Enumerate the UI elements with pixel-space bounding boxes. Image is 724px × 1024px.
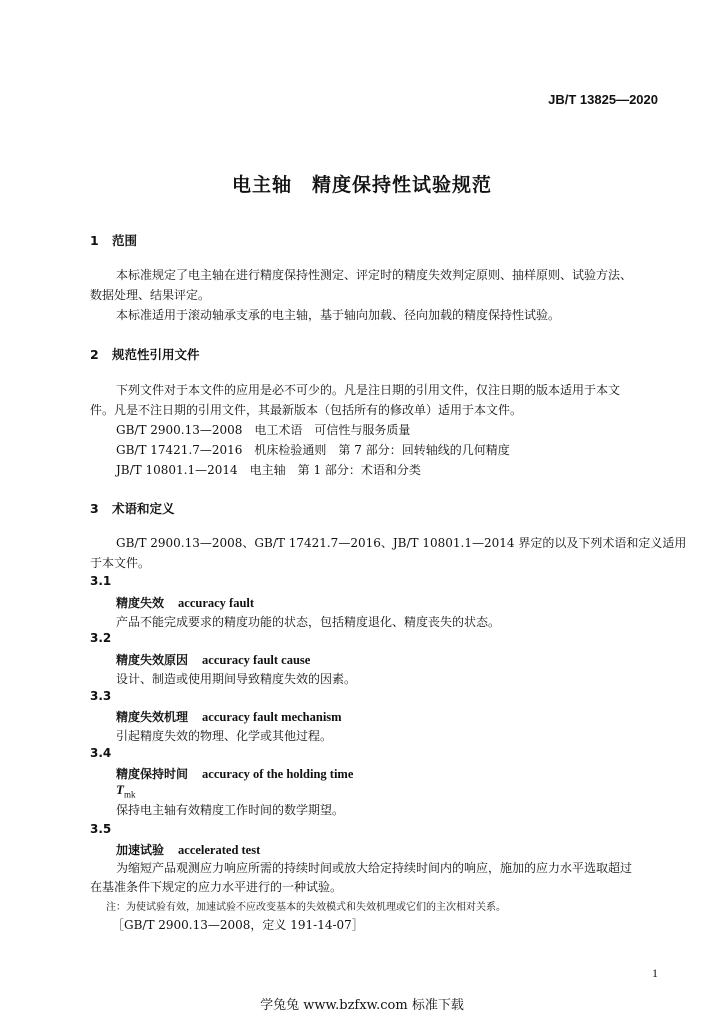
term-symbol: $T_{mk}$ xyxy=(116,782,136,800)
reference-item: GB/T 2900.13—2008 电工术语 可信性与服务质量 xyxy=(116,423,411,437)
paragraph: 件。凡是不注日期的引用文件，其最新版本（包括所有的修改单）适用于本文件。 xyxy=(90,403,523,417)
section-title: 术语和定义 xyxy=(112,501,175,516)
term-zh: 加速试验 xyxy=(116,843,165,857)
source-reference: ［GB/T 2900.13—2008，定义 191-14-07］ xyxy=(112,918,364,932)
term-definition: 在基准条件下规定的应力水平进行的一种试验。 xyxy=(90,880,343,894)
term-definition: 设计、制造或使用期间导致精度失效的因素。 xyxy=(116,672,357,686)
page-number: 1 xyxy=(652,966,658,980)
term-number: 3.3 xyxy=(90,689,112,703)
paragraph: 本标准规定了电主轴在进行精度保持性测定、评定时的精度失效判定原则、抽样原则、试验方法、 xyxy=(116,268,633,282)
section-number: 2 xyxy=(90,347,99,362)
section-number: 3 xyxy=(90,501,99,516)
section-number: 1 xyxy=(90,233,99,248)
term-definition: 产品不能完成要求的精度功能的状态，包括精度退化、精度丧失的状态。 xyxy=(116,615,501,629)
term-zh: 精度失效机理 xyxy=(116,710,189,724)
term-definition: 引起精度失效的物理、化学或其他过程。 xyxy=(116,729,333,743)
paragraph: 数据处理、结果评定。 xyxy=(90,288,211,302)
term-heading xyxy=(116,651,310,668)
term-heading xyxy=(116,594,254,611)
term-number: 3.5 xyxy=(90,822,112,836)
term-heading xyxy=(116,841,260,858)
term-zh: 精度保持时间 xyxy=(116,767,189,781)
term-en: accuracy of the holding time xyxy=(202,767,354,781)
term-heading xyxy=(116,765,353,782)
section-title: 规范性引用文件 xyxy=(112,347,200,362)
watermark-text: 学兔兔 www.bzfxw.com 标准下载 xyxy=(260,998,464,1013)
term-definition: 为缩短产品观测应力响应所需的持续时间或放大给定持续时间内的响应，施加的应力水平选取超过 xyxy=(116,861,633,875)
paragraph: 于本文件。 xyxy=(90,556,151,570)
term-heading xyxy=(116,708,342,725)
term-zh: 精度失效原因 xyxy=(116,653,189,667)
section-2-heading xyxy=(90,345,200,363)
term-en: accuracy fault cause xyxy=(202,653,311,667)
paragraph: 本标准适用于滚动轴承支承的电主轴，基于轴向加载、径向加载的精度保持性试验。 xyxy=(116,308,561,322)
term-en: accelerated test xyxy=(178,843,261,857)
term-definition: 保持电主轴有效精度工作时间的数学期望。 xyxy=(116,803,345,817)
document-code: JB/T 13825—2020 xyxy=(548,92,658,107)
term-number: 3.4 xyxy=(90,746,112,760)
term-zh: 精度失效 xyxy=(116,596,165,610)
section-3-heading xyxy=(90,499,175,517)
reference-item: JB/T 10801.1—2014 电主轴 第 1 部分：术语和分类 xyxy=(116,463,421,477)
term-en: accuracy fault xyxy=(178,596,255,610)
reference-item: GB/T 17421.7—2016 机床检验通则 第 7 部分：回转轴线的几何精度 xyxy=(116,443,510,457)
section-title: 范围 xyxy=(112,233,138,248)
term-en: accuracy fault mechanism xyxy=(202,710,342,724)
paragraph: GB/T 2900.13—2008、GB/T 17421.7—2016、JB/T 10801.1—2014 界定的以及下列术语和定义适用 xyxy=(116,536,687,550)
paragraph: 下列文件对于本文件的应用是必不可少的。凡是注日期的引用文件，仅注日期的版本适用于本文 xyxy=(116,383,621,397)
term-number: 3.1 xyxy=(90,574,112,588)
section-1-heading xyxy=(90,231,137,249)
term-number: 3.2 xyxy=(90,631,112,645)
page-title: 电主轴 精度保持性试验规范 xyxy=(231,174,492,196)
note: 注：为使试验有效，加速试验不应改变基本的失效模式和失效机理或它们的主次相对关系。 xyxy=(106,902,506,913)
